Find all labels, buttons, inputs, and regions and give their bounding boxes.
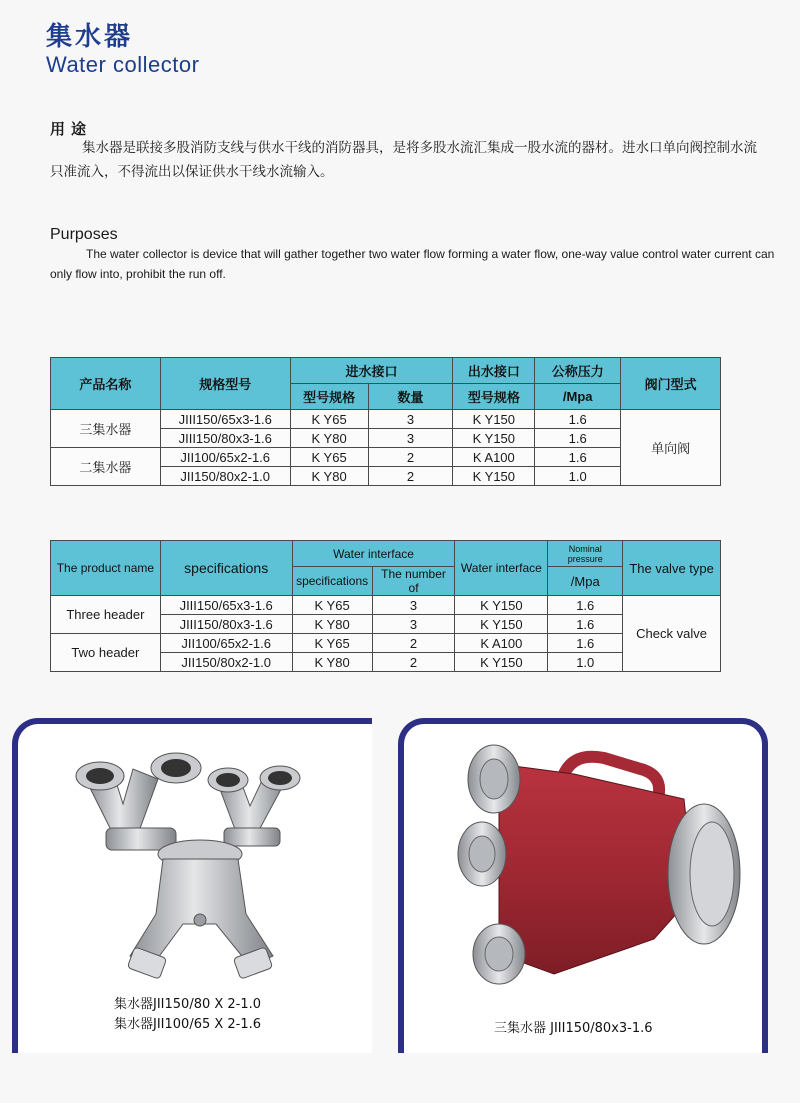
cell-spec: JIII150/65x3-1.6 — [160, 410, 290, 429]
cell-valve: Check valve — [623, 596, 721, 672]
spec-table-en — [50, 540, 721, 672]
group-label: 二集水器 — [51, 448, 161, 486]
cell-outlet: K Y150 — [453, 429, 535, 448]
cell-pressure: 1.6 — [548, 596, 623, 615]
cell-qty: 3 — [372, 596, 455, 615]
red-collector-illustration — [404, 724, 762, 1053]
cell-inlet: K Y80 — [292, 653, 372, 672]
cell-spec: JII100/65x2-1.6 — [160, 448, 290, 467]
cell-qty: 3 — [368, 410, 453, 429]
cell-spec: JIII150/80x3-1.6 — [160, 615, 292, 634]
purposes-text: The water collector is device that will gather together two water flow forming a water flow, one-way value control water current can only flow into, prohibit the run off. — [50, 247, 775, 281]
group-label: Three header — [51, 596, 161, 634]
header-valve: 阀门型式 — [621, 358, 721, 410]
cell-pressure: 1.0 — [548, 653, 623, 672]
cell-valve: 单向阀 — [621, 410, 721, 486]
cell-spec: JIII150/65x3-1.6 — [160, 596, 292, 615]
header-spec: specifications — [160, 541, 292, 596]
table-row — [51, 410, 721, 429]
table-row — [51, 634, 721, 653]
cell-outlet: K Y150 — [455, 615, 548, 634]
photo-caption-left-2: 集水器JII100/65 X 2-1.6 — [114, 1017, 262, 1032]
cell-qty: 2 — [372, 653, 455, 672]
cell-outlet: K Y150 — [453, 467, 535, 486]
cell-spec: JIII150/80x3-1.6 — [160, 429, 290, 448]
cell-outlet: K Y150 — [453, 410, 535, 429]
page-title-cn: 集水器 — [46, 22, 134, 52]
cell-inlet: K Y80 — [290, 467, 368, 486]
cell-pressure: 1.6 — [535, 410, 621, 429]
cell-inlet: K Y65 — [292, 596, 372, 615]
cell-pressure: 1.0 — [535, 467, 621, 486]
header-valve: The valve type — [623, 541, 721, 596]
purposes-heading: Purposes — [50, 226, 118, 243]
photo-two-way-collectors — [12, 718, 372, 1053]
usage-text-cn: 集水器是联接多股消防支线与供水干线的消防器具，是将多股水流汇集成一股水流的器材。进水口单向阀控制水流只准流入，不得流出以保证供水干线水流输入。 — [50, 140, 757, 180]
header-outlet: Water interface — [455, 541, 548, 596]
cell-spec: JII150/80x2-1.0 — [160, 467, 290, 486]
cell-inlet: K Y80 — [290, 429, 368, 448]
header-inlet-model: 型号规格 — [290, 384, 368, 410]
photo-three-way-collector — [398, 718, 768, 1053]
table-row — [51, 448, 721, 467]
header-inlet-qty: 数量 — [368, 384, 453, 410]
cell-qty: 2 — [368, 467, 453, 486]
header-product: 产品名称 — [51, 358, 161, 410]
header-product: The product name — [51, 541, 161, 596]
cell-qty: 3 — [372, 615, 455, 634]
cell-pressure: 1.6 — [535, 448, 621, 467]
usage-heading-cn: 用途 — [50, 120, 93, 138]
cell-pressure: 1.6 — [548, 615, 623, 634]
cell-qty: 3 — [368, 429, 453, 448]
cell-inlet: K Y80 — [292, 615, 372, 634]
header-spec: 规格型号 — [160, 358, 290, 410]
page-title-en: Water collector — [46, 52, 200, 77]
photo-caption-right: 三集水器 JIII150/80x3-1.6 — [494, 1021, 653, 1036]
header-outlet-line2: 型号规格 — [453, 384, 535, 410]
table-row — [51, 596, 721, 615]
header-inlet-qty: The number of — [372, 567, 455, 596]
cell-outlet: K A100 — [455, 634, 548, 653]
cell-inlet: K Y65 — [290, 410, 368, 429]
cell-outlet: K A100 — [453, 448, 535, 467]
header-pressure-line1: 公称压力 — [535, 358, 621, 384]
header-inlet: 进水接口 — [290, 358, 453, 384]
header-pressure-line1: Nominal pressure — [548, 541, 623, 567]
group-label: Two header — [51, 634, 161, 672]
header-inlet: Water interface — [292, 541, 455, 567]
header-outlet-line1: 出水接口 — [453, 358, 535, 384]
cell-outlet: K Y150 — [455, 653, 548, 672]
cell-pressure: 1.6 — [535, 429, 621, 448]
header-inlet-model: specifications — [292, 567, 372, 596]
spec-table-cn — [50, 357, 721, 486]
cell-pressure: 1.6 — [548, 634, 623, 653]
header-pressure-line2: /Mpa — [548, 567, 623, 596]
cell-qty: 2 — [368, 448, 453, 467]
cell-spec: JII100/65x2-1.6 — [160, 634, 292, 653]
cell-inlet: K Y65 — [290, 448, 368, 467]
cell-inlet: K Y65 — [292, 634, 372, 653]
group-label: 三集水器 — [51, 410, 161, 448]
photo-caption-left-1: 集水器JII150/80 X 2-1.0 — [114, 997, 262, 1012]
cell-qty: 2 — [372, 634, 455, 653]
cell-outlet: K Y150 — [455, 596, 548, 615]
header-pressure-line2: /Mpa — [535, 384, 621, 410]
cell-spec: JII150/80x2-1.0 — [160, 653, 292, 672]
